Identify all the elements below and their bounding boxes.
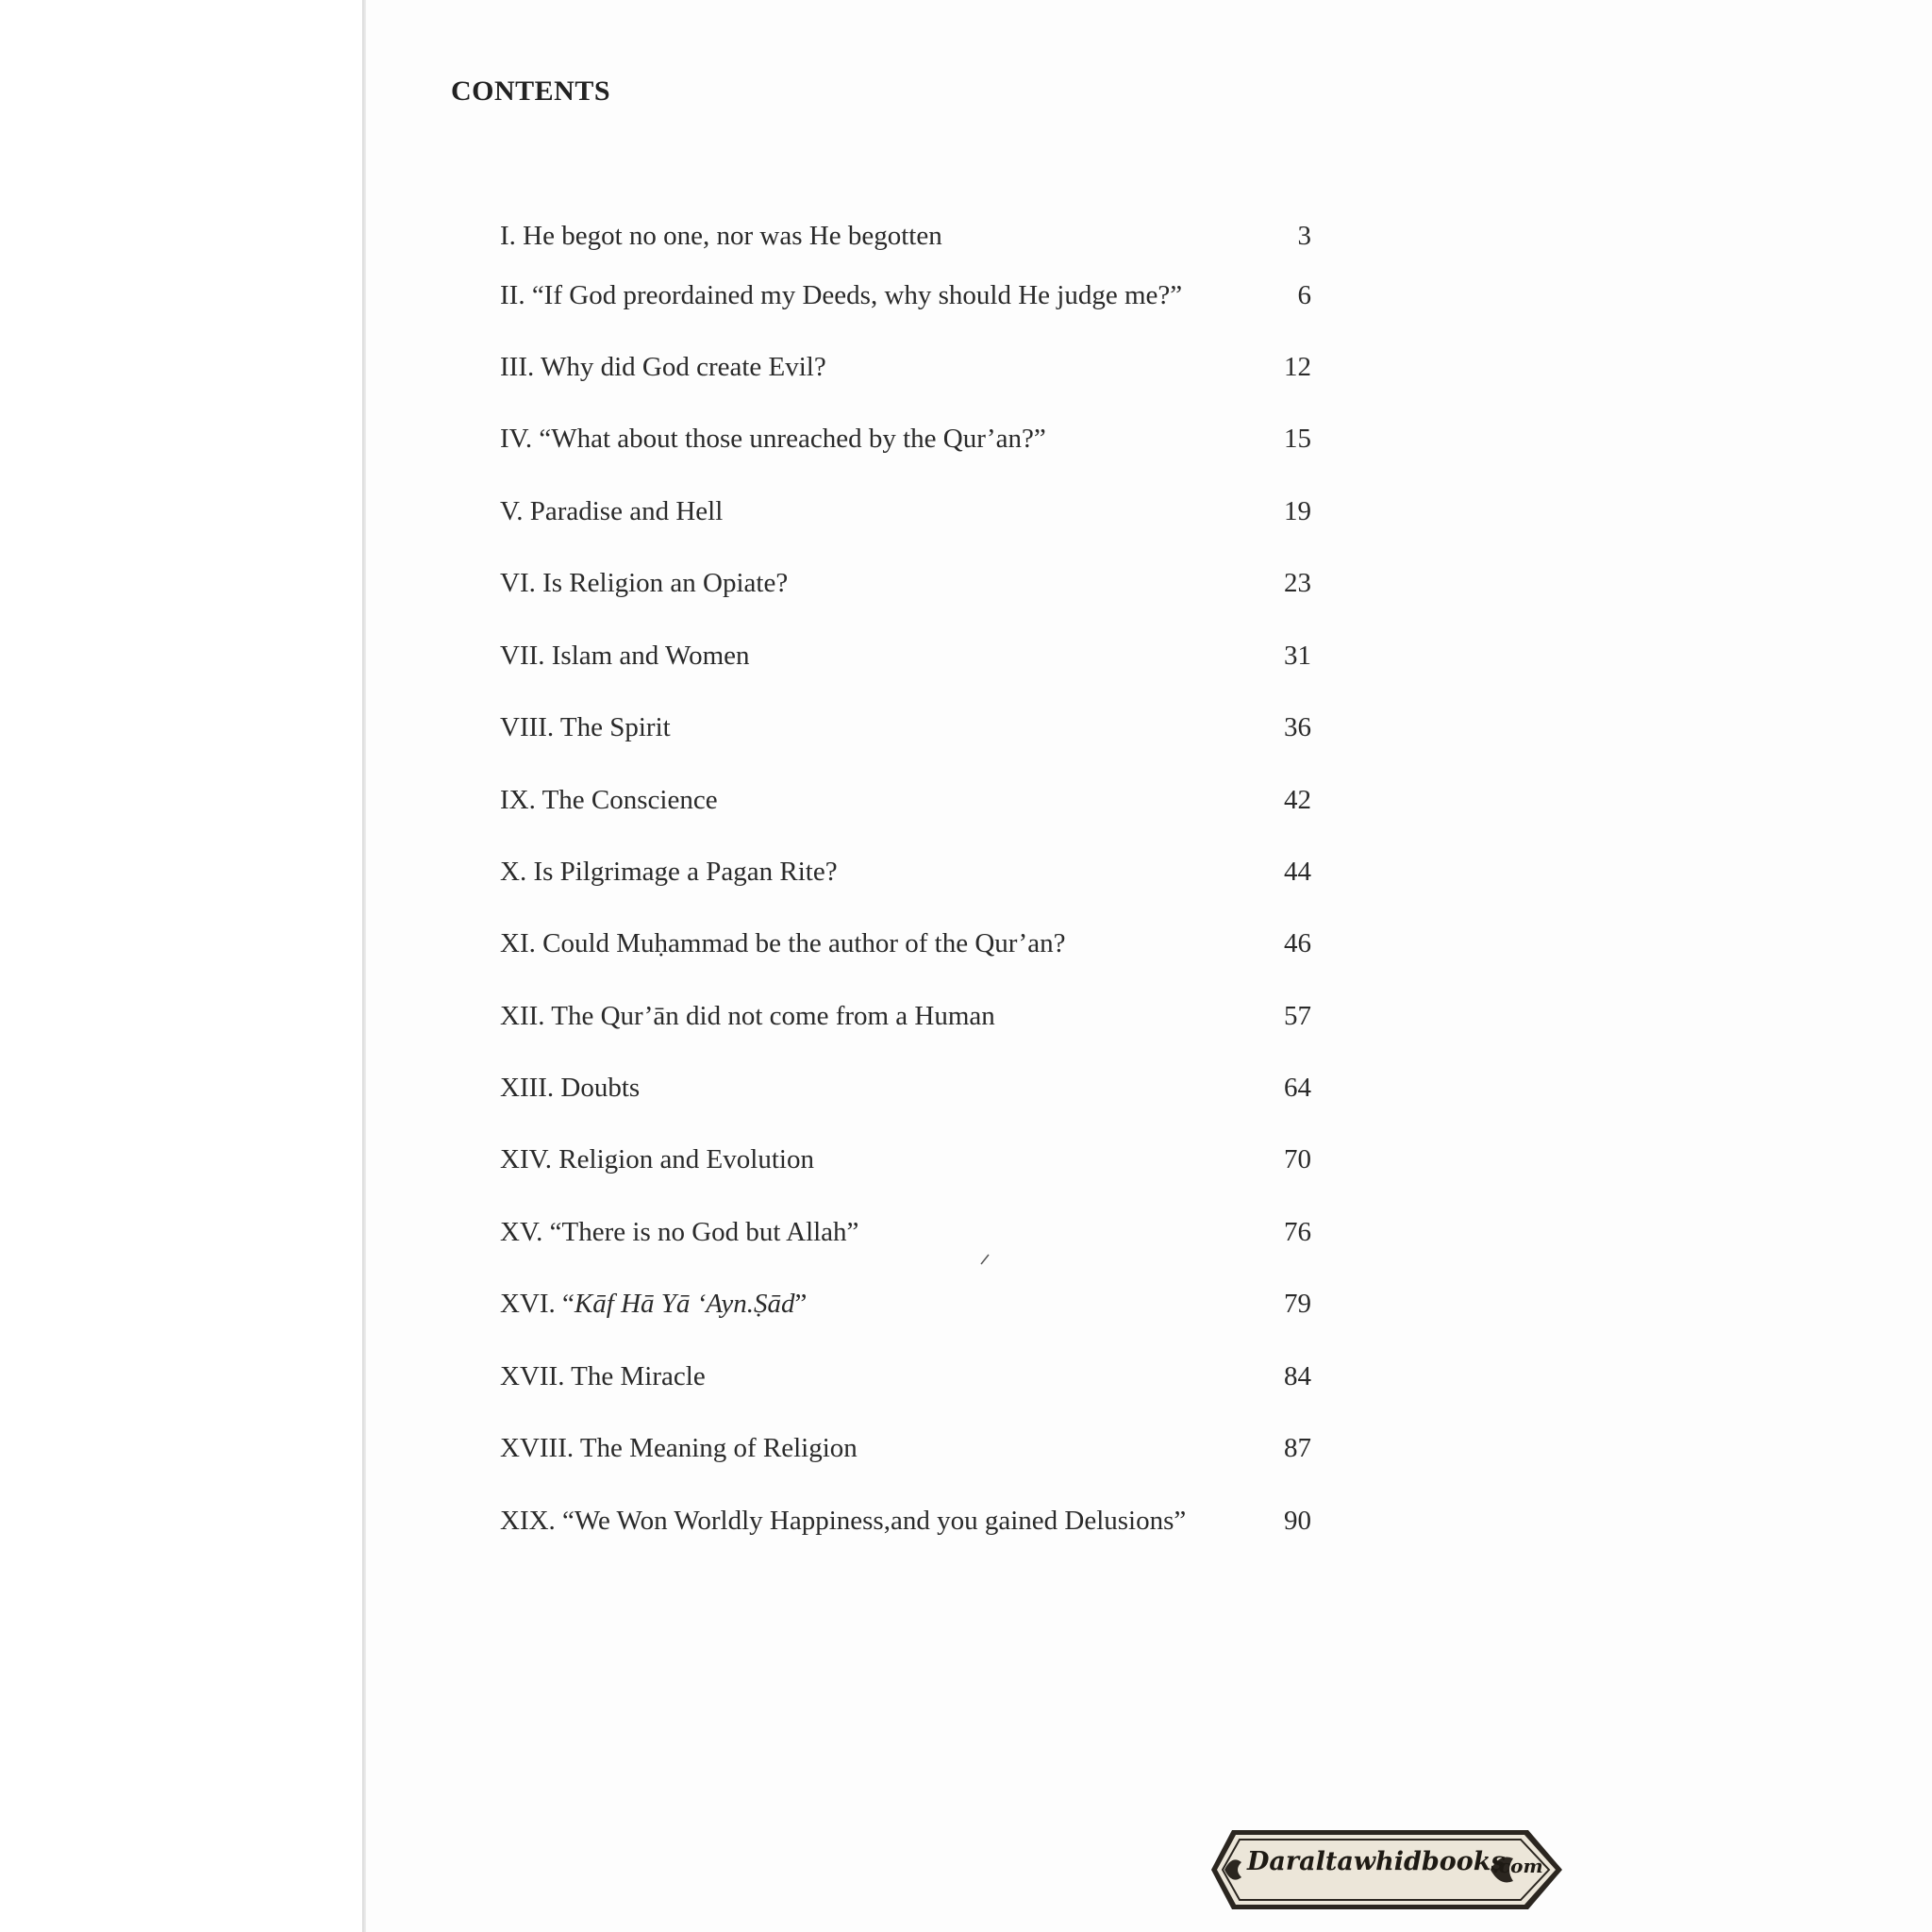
toc-entry-title: XI. Could Muḥammad be the author of the Qur’an?	[500, 928, 1066, 958]
toc-entry-title: XVI. “Kāf Hā Yā ‘Ayn.Ṣād”	[500, 1289, 808, 1319]
toc-entry	[500, 851, 1311, 892]
toc-entry	[500, 995, 1311, 1037]
toc-entry	[500, 1500, 1311, 1541]
toc-entry-page: 44	[1284, 857, 1311, 887]
toc-entry-page: 76	[1284, 1217, 1311, 1247]
toc-entry-page: 19	[1284, 496, 1311, 526]
toc-entry	[500, 779, 1311, 821]
toc-entry-page: 84	[1284, 1361, 1311, 1391]
toc-entry	[500, 215, 1311, 257]
toc-entry-page: 90	[1284, 1506, 1311, 1536]
toc-entry	[500, 707, 1311, 748]
toc-entry-page: 70	[1284, 1144, 1311, 1174]
toc-entry-title: VII. Islam and Women	[500, 641, 750, 671]
toc-entry	[500, 1356, 1311, 1397]
toc-entry-page: 79	[1284, 1289, 1311, 1319]
toc-entry	[500, 1067, 1311, 1108]
toc-entry-title: XIX. “We Won Worldly Happiness,and you gained Delusions”	[500, 1506, 1187, 1536]
toc-entry-page: 64	[1284, 1073, 1311, 1103]
toc-entry-title: XVIII. The Meaning of Religion	[500, 1433, 858, 1463]
toc-entry	[500, 1211, 1311, 1253]
toc-entry-page: 31	[1284, 641, 1311, 671]
stray-pen-mark	[979, 1253, 991, 1266]
toc-entry-page: 3	[1297, 221, 1311, 251]
toc-entry-page: 6	[1297, 280, 1311, 310]
watermark-suffix: .com	[1492, 1855, 1543, 1877]
toc-entry	[500, 635, 1311, 676]
toc-entry-title: XII. The Qur’ān did not come from a Human	[500, 1001, 995, 1031]
toc-entry	[500, 1427, 1311, 1469]
toc-entry-title: III. Why did God create Evil?	[500, 352, 826, 382]
toc-entry-title: VI. Is Religion an Opiate?	[500, 568, 789, 598]
toc-entry-page: 57	[1284, 1001, 1311, 1031]
toc-entry	[500, 1139, 1311, 1180]
toc-entry-page: 12	[1284, 352, 1311, 382]
toc-entry	[500, 923, 1311, 964]
toc-entry	[500, 418, 1311, 459]
toc-entry-title: X. Is Pilgrimage a Pagan Rite?	[500, 857, 838, 887]
toc-entry-title: VIII. The Spirit	[500, 712, 671, 742]
toc-entry-title: IV. “What about those unreached by the Qur’an?”	[500, 424, 1046, 454]
watermark-name: Daraltawhidbooks	[1247, 1847, 1506, 1876]
toc-entry-page: 42	[1284, 785, 1311, 815]
toc-entry-title: XVII. The Miracle	[500, 1361, 706, 1391]
toc-entry-title: V. Paradise and Hell	[500, 496, 724, 526]
toc-entry-page: 87	[1284, 1433, 1311, 1463]
toc-entry-title: XV. “There is no God but Allah”	[500, 1217, 859, 1247]
toc-entry-title: XIII. Doubts	[500, 1073, 641, 1103]
toc-entry	[500, 275, 1311, 316]
toc-entry-title: IX. The Conscience	[500, 785, 718, 815]
toc-entry	[500, 491, 1311, 532]
page-title: CONTENTS	[451, 75, 611, 107]
toc-entry-page: 15	[1284, 424, 1311, 454]
toc-entry-title: XIV. Religion and Evolution	[500, 1144, 814, 1174]
toc-entry	[500, 562, 1311, 604]
watermark-logo	[1208, 1826, 1566, 1913]
toc-entry	[500, 1283, 1311, 1324]
toc-entry-title: I. He begot no one, nor was He begotten	[500, 221, 942, 251]
toc-entry	[500, 346, 1311, 388]
toc-entry-title: II. “If God preordained my Deeds, why should He judge me?”	[500, 280, 1183, 310]
toc-entry-page: 23	[1284, 568, 1311, 598]
toc-entry-page: 46	[1284, 928, 1311, 958]
toc-entry-title-italic: Kāf Hā Yā ‘Ayn.Ṣād	[574, 1289, 795, 1319]
toc-entry-page: 36	[1284, 712, 1311, 742]
